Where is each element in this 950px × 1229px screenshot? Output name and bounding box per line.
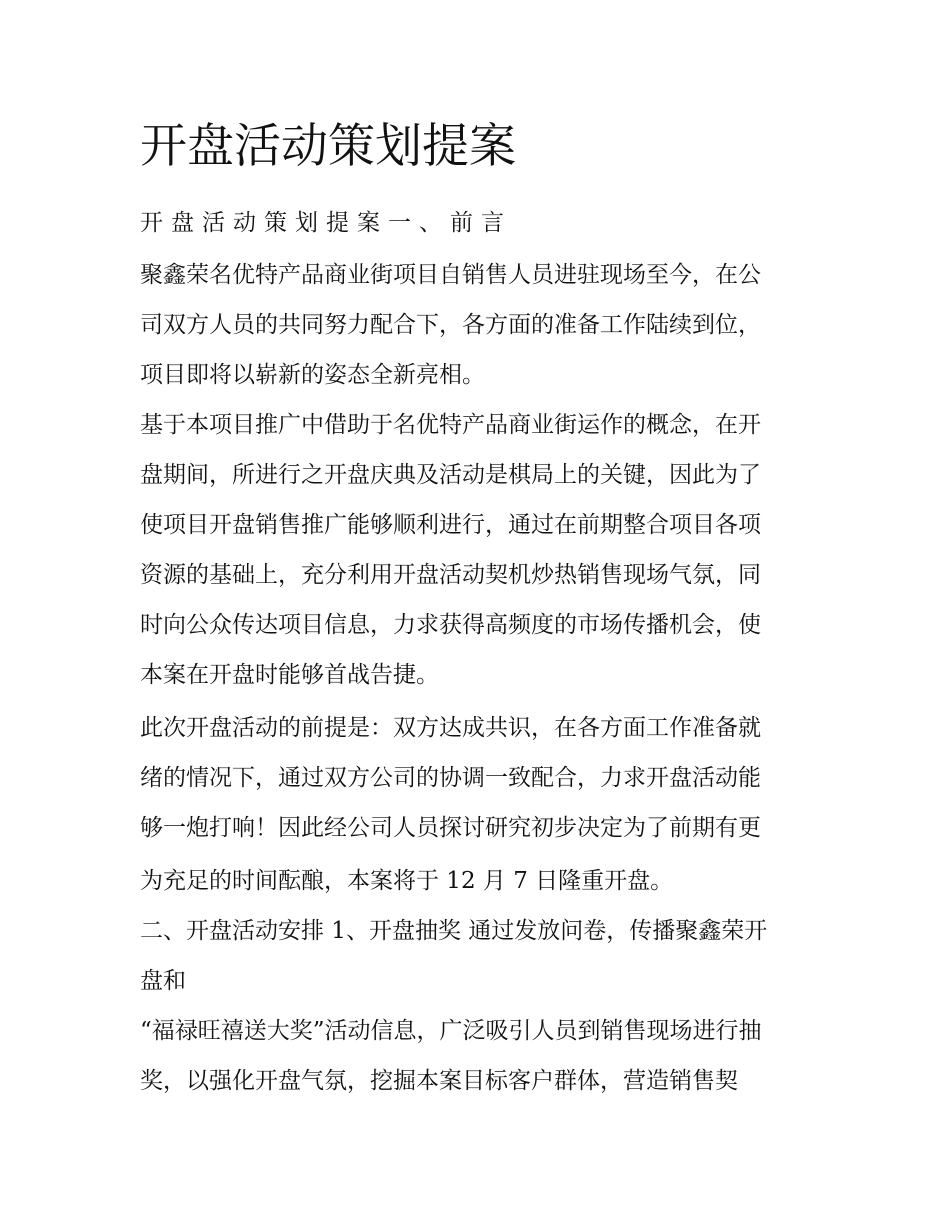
paragraph-line: 聚鑫荣名优特产品商业街项目自销售人员进驻现场至今，在公: [140, 262, 761, 288]
paragraph-line: 本案在开盘时能够首战告捷。: [140, 662, 439, 688]
document-subtitle: 开盘活动策划提案一、前言: [140, 210, 512, 236]
paragraph-line: 此次开盘活动的前提是：双方达成共识，在各方面工作准备就: [140, 715, 761, 741]
paragraph-line: 司双方人员的共同努力配合下，各方面的准备工作陆续到位，: [140, 312, 761, 338]
paragraph-line: 二、开盘活动安排 1、开盘抽奖 通过发放问卷，传播聚鑫荣开: [140, 918, 768, 944]
paragraph-line: 项目即将以崭新的姿态全新亮相。: [140, 362, 485, 388]
paragraph-line: 为充足的时间酝酿，本案将于 12 月 7 日隆重开盘。: [140, 868, 674, 894]
paragraph-line: 够一炮打响！因此经公司人员探讨研究初步决定为了前期有更: [140, 815, 761, 841]
document-title: 开盘活动策划提案: [140, 119, 516, 174]
paragraph-line: 盘和: [140, 968, 186, 994]
paragraph-line: 基于本项目推广中借助于名优特产品商业街运作的概念，在开: [140, 412, 761, 438]
paragraph-line: 时向公众传达项目信息，力求获得高频度的市场传播机会，使: [140, 612, 761, 638]
paragraph-line: “福禄旺禧送大奖”活动信息，广泛吸引人员到销售现场进行抽: [140, 1018, 762, 1044]
paragraph-line: 资源的基础上，充分利用开盘活动契机炒热销售现场气氛，同: [140, 562, 761, 588]
paragraph-line: 盘期间，所进行之开盘庆典及活动是棋局上的关键，因此为了: [140, 462, 761, 488]
paragraph-line: 奖，以强化开盘气氛，挖掘本案目标客户群体，营造销售契: [140, 1068, 738, 1094]
paragraph-line: 绪的情况下，通过双方公司的协调一致配合，力求开盘活动能: [140, 765, 761, 791]
paragraph-line: 使项目开盘销售推广能够顺利进行，通过在前期整合项目各项: [140, 512, 761, 538]
